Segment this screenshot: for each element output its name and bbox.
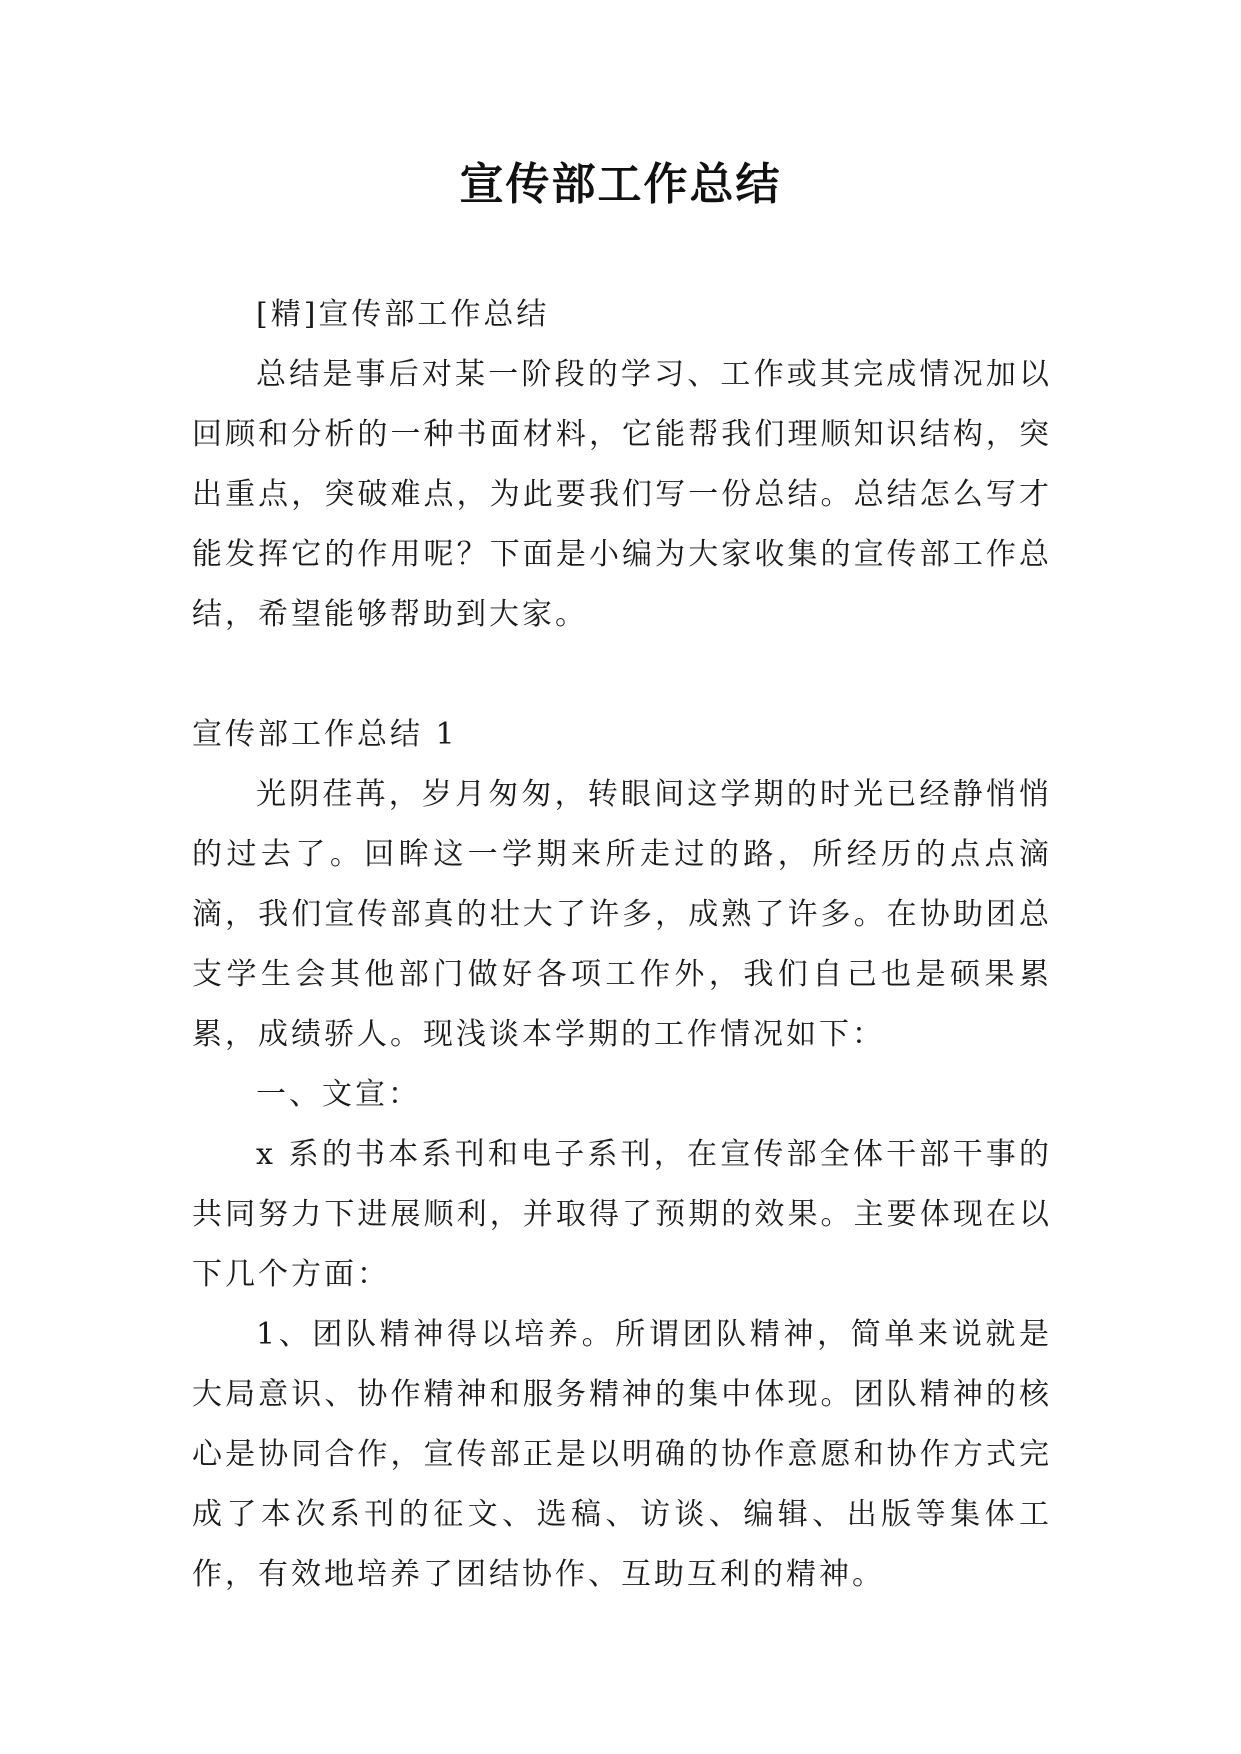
document-subtitle: [精]宣传部工作总结 [256, 297, 550, 332]
intro-paragraph: 总结是事后对某一阶段的学习、工作或其完成情况加以回顾和分析的一种书面材料，它能帮我们理顺知识结构，突出重点，突破难点，为此要我们写一份总结。总结怎么写才能发挥它的作用呢？下面是小编为大家收集的宣传部工作总结，希望能够帮助到大家。 [192, 357, 1052, 632]
document-body [192, 285, 1052, 1605]
document-title: 宣传部工作总结 [459, 159, 782, 210]
paragraph-spacer [192, 645, 1052, 705]
section-heading: 宣传部工作总结 1 [192, 717, 458, 752]
body-paragraph: 1、团队精神得以培养。所谓团队精神，简单来说就是大局意识、协作精神和服务精神的集中体现。团队精神的核心是协同合作，宣传部正是以明确的协作意愿和协作方式完成了本次系刊的征文、选稿、访谈、编辑、出版等集体工作，有效地培养了团结协作、互助互利的精神。 [192, 1317, 1052, 1592]
section-subheading: 一、文宣： [256, 1077, 421, 1112]
body-paragraph: 光阴荏苒，岁月匆匆，转眼间这学期的时光已经静悄悄的过去了。回眸这一学期来所走过的路，所经历的点点滴滴，我们宣传部真的壮大了许多，成熟了许多。在协助团总支学生会其他部门做好各项工作外，我们自己也是硕果累累，成绩骄人。现浅谈本学期的工作情况如下： [192, 777, 1052, 1052]
body-paragraph: x 系的书本系刊和电子系刊，在宣传部全体干部干事的共同努力下进展顺利，并取得了预期的效果。主要体现在以下几个方面： [192, 1137, 1052, 1292]
